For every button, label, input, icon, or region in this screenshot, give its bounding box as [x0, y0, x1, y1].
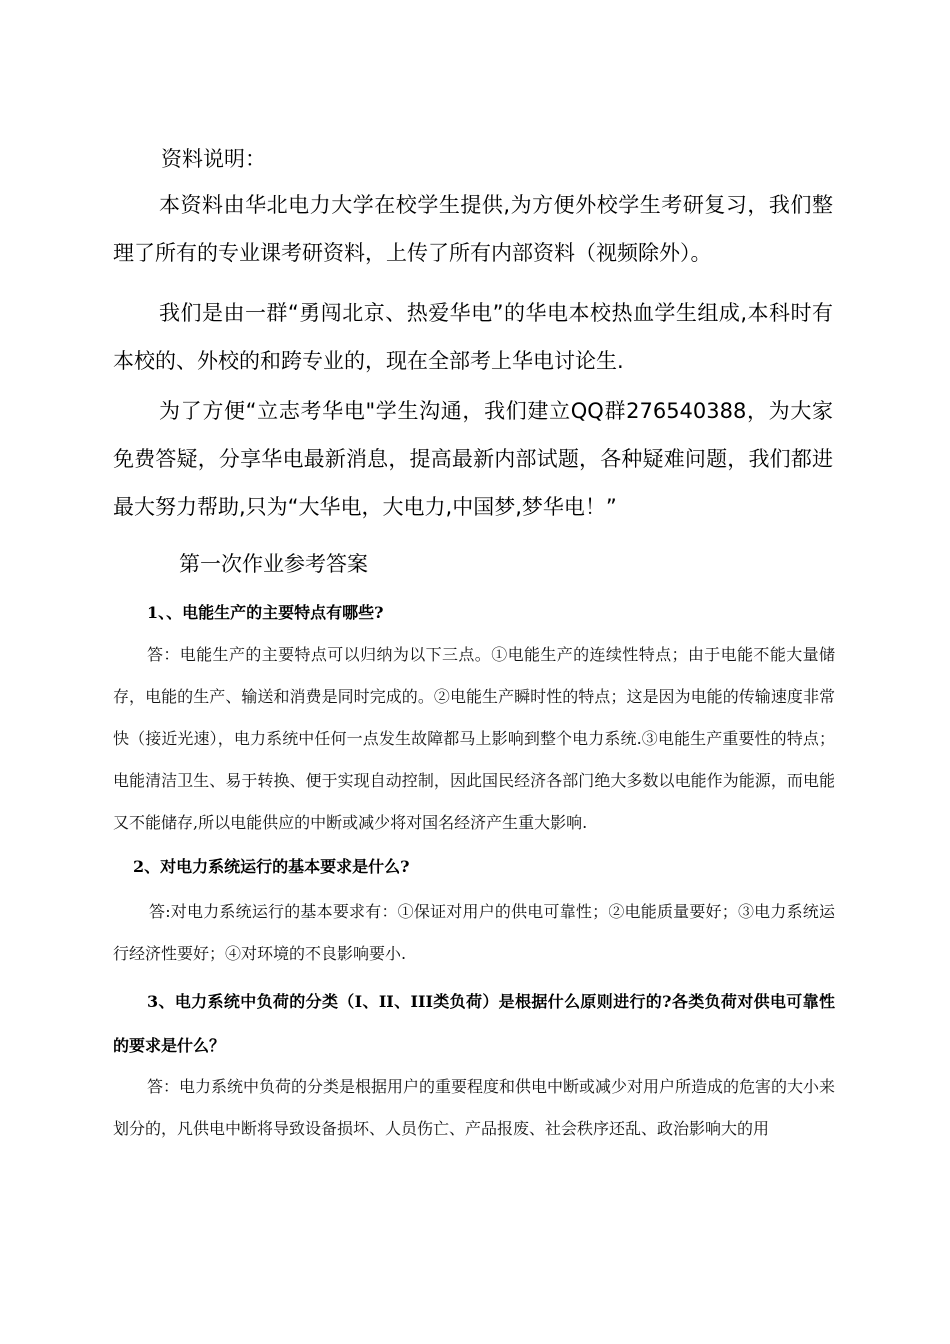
intro-paragraph-3: 为了方便“立志考华电"学生沟通，我们建立QQ群276540388，为大家免费答疑，分享华电最新消息，提高最新内部试题，各种疑难问题，我们都进最大努力帮助,只为“大华电，大电力,中国梦,梦华电！”: [113, 399, 833, 519]
intro-paragraph-2: 我们是由一群“勇闯北京、热爱华电”的华电本校热血学生组成,本科时有本校的、外校的和跨专业的，现在全部考上华电讨论生.: [113, 301, 833, 373]
question-3: 3、电力系统中负荷的分类（I、II、III类负荷）是根据什么原则进行的?各类负荷对供电可靠性的要求是什么？: [113, 992, 835, 1055]
question-1: 1、、电能生产的主要特点有哪些?: [147, 603, 384, 622]
intro-label: 资料说明：: [161, 147, 266, 171]
intro-paragraph-1: 本资料由华北电力大学在校学生提供,为方便外校学生考研复习，我们整理了所有的专业课考研资料，上传了所有内部资料（视频除外）。: [113, 193, 833, 265]
section-title: 第一次作业参考答案: [179, 552, 368, 576]
answer-3: 答：电力系统中负荷的分类是根据用户的重要程度和供电中断或减少对用户所造成的危害的大小来划分的，凡供电中断将导致设备损坏、人员伤亡、产品报废、社会秩序还乱、政治影响大的用: [113, 1077, 836, 1138]
answer-1: 答：电能生产的主要特点可以归纳为以下三点。①电能生产的连续性特点；由于电能不能大量储存，电能的生产、输送和消费是同时完成的。②电能生产瞬时性的特点；这是因为电能的传输速度非常快（接近光速），电力系统中任何一点发生故障都马上影响到整个电力系统.③电能生产重要性的特点；电能清洁卫生、易于转换、便于实现自动控制，因此国民经济各部门绝大多数以电能作为能源，而电能又不能储存,所以电能供应的中断或减少将对国名经济产生重大影响.: [113, 645, 835, 832]
question-2: 2、对电力系统运行的基本要求是什么?: [133, 857, 410, 876]
answer-2: 答:对电力系统运行的基本要求有：①保证对用户的供电可靠性；②电能质量要好；③电力系统运行经济性要好；④对环境的不良影响要小.: [113, 902, 835, 963]
